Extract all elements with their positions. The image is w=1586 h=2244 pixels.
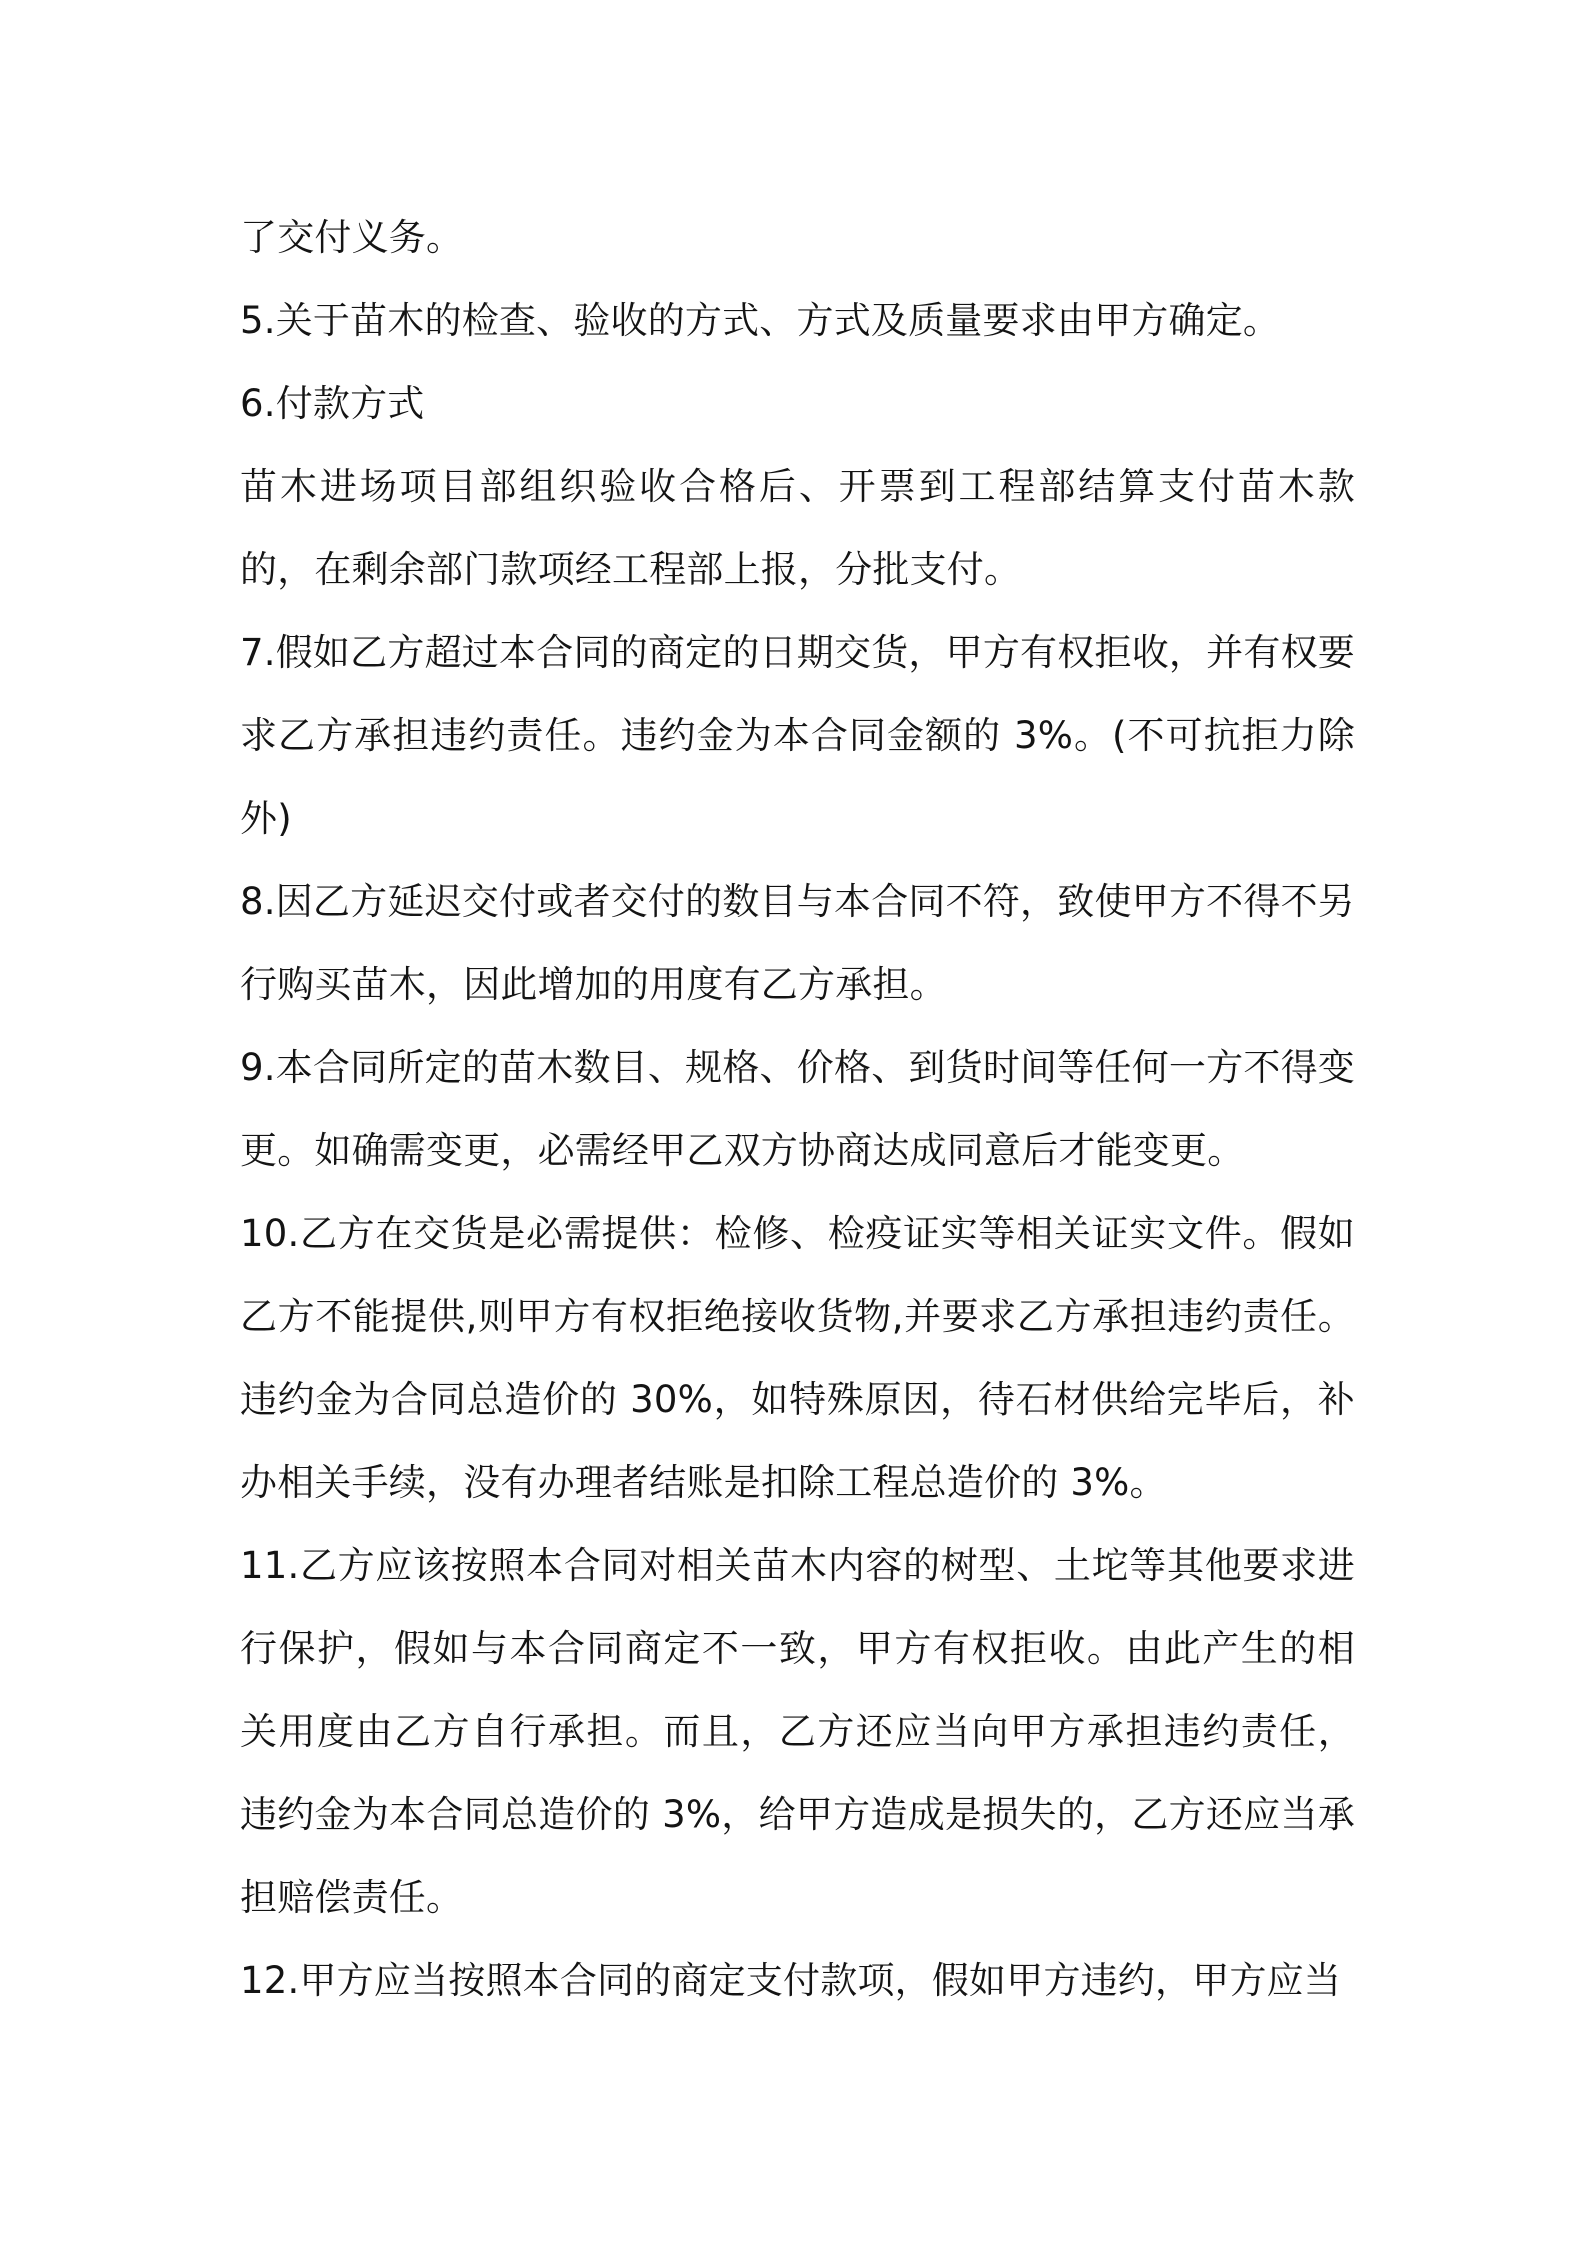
clause-6-heading: 6.付款方式: [240, 382, 425, 425]
document-body: [240, 196, 1355, 2022]
paragraph-continuation: 了交付义务。: [240, 216, 464, 259]
clause-8: 8.因乙方延迟交付或者交付的数目与本合同不符，致使甲方不得不另行购买苗木，因此增加的用度有乙方承担。: [240, 880, 1355, 1006]
clause-7: 7.假如乙方超过本合同的商定的日期交货，甲方有权拒收，并有权要求乙方承担违约责任。违约金为本合同金额的 3%。(不可抗拒力除外): [240, 631, 1355, 840]
clause-5: 5.关于苗木的检查、验收的方式、方式及质量要求由甲方确定。: [240, 299, 1281, 342]
clause-12: 12.甲方应当按照本合同的商定支付款项，假如甲方违约，甲方应当: [240, 1959, 1342, 2002]
clause-10: 10.乙方在交货是必需提供：检修、检疫证实等相关证实文件。假如乙方不能提供,则甲方有权拒绝接收货物,并要求乙方承担违约责任。违约金为合同总造价的 30%，如特殊原因，待石材供给完毕后，补办相关手续，没有办理者结账是扣除工程总造价的 3%。: [240, 1212, 1355, 1504]
clause-6-body: 苗木进场项目部组织验收合格后、开票到工程部结算支付苗木款的，在剩余部门款项经工程部上报，分批支付。: [240, 465, 1355, 591]
clause-11: 11.乙方应该按照本合同对相关苗木内容的树型、土坨等其他要求进行保护，假如与本合同商定不一致，甲方有权拒收。由此产生的相关用度由乙方自行承担。而且，乙方还应当向甲方承担违约责任，违约金为本合同总造价的 3%，给甲方造成是损失的，乙方还应当承担赔偿责任。: [240, 1544, 1355, 1919]
clause-9: 9.本合同所定的苗木数目、规格、价格、到货时间等任何一方不得变更。如确需变更，必需经甲乙双方协商达成同意后才能变更。: [240, 1046, 1355, 1172]
